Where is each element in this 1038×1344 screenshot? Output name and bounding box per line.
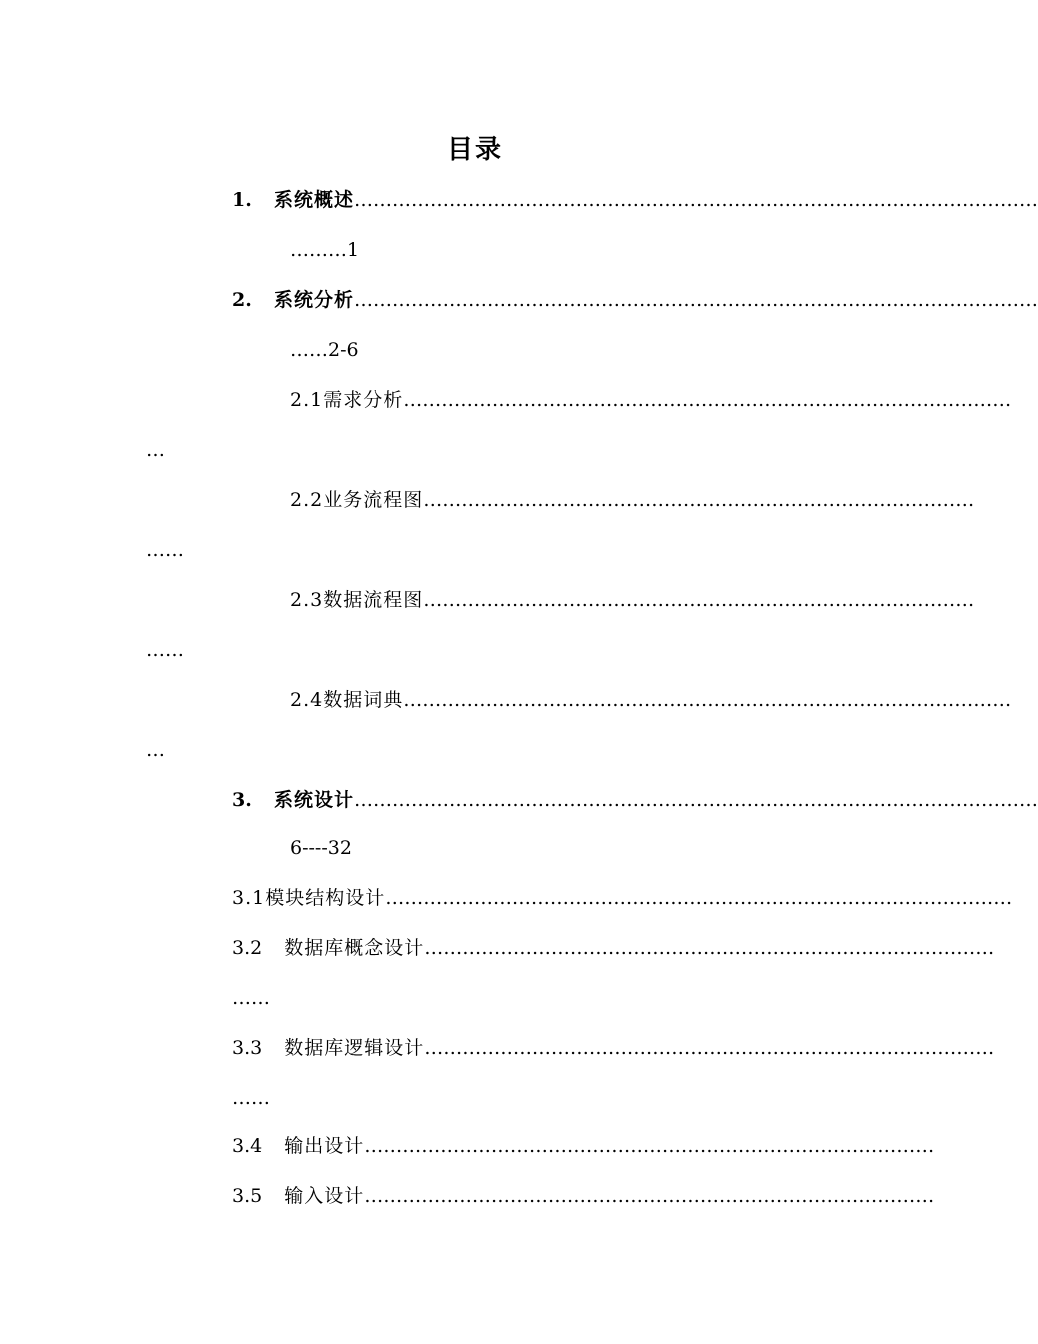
toc-leader-dots: ……………………………………………………………………………… [364,1135,935,1157]
toc-entry-3-3-cont: …… [232,1087,270,1109]
toc-leader-dots: ……………………………………………………………………………… [364,1185,935,1207]
toc-entry-title: 系统概述 [274,189,355,211]
toc-entry-title: 输出设计 [284,1135,365,1157]
toc-leader-dots: ……………………………………………………………………………………………… [354,289,1038,311]
toc-leader-dots: ……………………………………………………………………………… [424,1037,995,1059]
toc-entry-title: 3.1模块结构设计 [232,887,386,909]
toc-entry-number: 3.4 [232,1135,263,1157]
toc-entry-title: 数据库逻辑设计 [284,1037,425,1059]
toc-entry-2-2-cont: …… [146,539,184,561]
toc-entry-title: 2.4数据词典 [290,689,404,711]
toc-entry-3-5[interactable] [232,1182,935,1210]
toc-entry-title: 数据库概念设计 [284,937,425,959]
toc-entry-number: 3.5 [232,1185,263,1207]
toc-leader-dots: ……………………………………………………………………………………………… [354,189,1038,211]
page-title: 目录 [446,135,503,165]
toc-leader-dots: …………………………………………………………………………… [423,489,975,511]
toc-entry-number: 3.3 [232,1037,263,1059]
toc-leader-dots: ……………………………………………………………………………… [424,937,995,959]
toc-entry-title: 系统设计 [274,789,355,811]
toc-entry-number: 2. [232,289,252,311]
toc-entry-number: 1. [232,189,252,211]
toc-leader-dots: ……………………………………………………………………………………………… [354,789,1038,811]
toc-entry-2-1[interactable] [290,386,1012,414]
toc-entry-title: 2.2业务流程图 [290,489,424,511]
toc-entry-number: 3.2 [232,937,263,959]
toc-entry-2[interactable] [232,286,1038,314]
toc-entry-3-page: 6----32 [290,837,352,859]
toc-entry-number: 3. [232,789,252,811]
toc-entry-1-page: ………1 [290,239,360,261]
toc-entry-3-3[interactable] [232,1034,995,1062]
toc-entry-2-3[interactable] [290,586,975,614]
toc-entry-title: 系统分析 [274,289,355,311]
toc-entry-title: 2.3数据流程图 [290,589,424,611]
toc-entry-2-1-cont: … [146,439,165,461]
toc-entry-3-1[interactable] [232,884,1013,912]
toc-entry-title: 输入设计 [284,1185,365,1207]
toc-entry-2-2[interactable] [290,486,975,514]
toc-entry-2-3-cont: …… [146,639,184,661]
toc-entry-title: 2.1需求分析 [290,389,404,411]
toc-leader-dots: …………………………………………………………………………… [423,589,975,611]
toc-entry-3-2-cont: …… [232,987,270,1009]
toc-leader-dots: …………………………………………………………………………………… [403,689,1012,711]
toc-entry-3[interactable] [232,786,1038,814]
toc-entry-2-page: ……2-6 [290,339,359,361]
toc-entry-3-2[interactable] [232,934,995,962]
toc-entry-1[interactable] [232,186,1038,214]
toc-leader-dots: …………………………………………………………………………………… [403,389,1012,411]
toc-entry-2-4-cont: … [146,739,165,761]
toc-entry-3-4[interactable] [232,1132,935,1160]
toc-entry-2-4[interactable] [290,686,1012,714]
toc-leader-dots: ……………………………………………………………………………………… [385,887,1013,909]
